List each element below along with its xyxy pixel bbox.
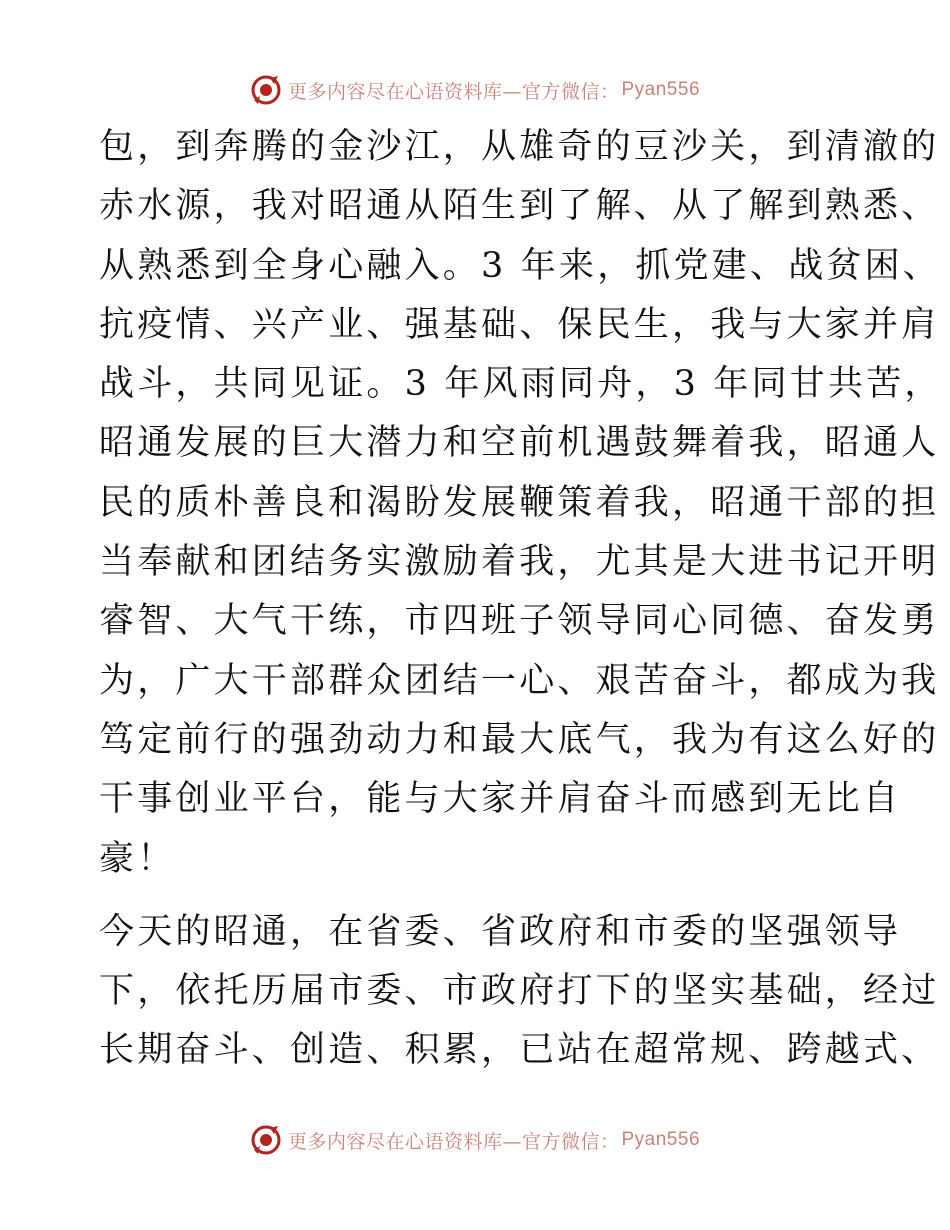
text-line: 从熟悉到全身心融入。3 年来，抓党建、战贫困、 <box>99 245 941 286</box>
footer-banner-wechat: Pyan556 <box>621 1129 701 1150</box>
text-line: 当奉献和团结务实激励着我，尤其是大进书记开明 <box>99 542 940 583</box>
paragraph-1 <box>99 118 943 889</box>
text-line: 下，依托历届市委、市政府打下的坚实基础，经过 <box>99 971 940 1012</box>
text-line: 昭通发展的巨大潜力和空前机遇鼓舞着我，昭通人 <box>99 423 940 464</box>
text-line: 赤水源，我对昭通从陌生到了解、从了解到熟悉、 <box>99 186 940 227</box>
document-body <box>99 118 943 1081</box>
text-line: 长期奋斗、创造、积累，已站在超常规、跨越式、 <box>99 1030 940 1071</box>
text-line: 今天的昭通，在省委、省政府和市委的坚强领导 <box>99 911 902 952</box>
text-line: 抗疫情、兴产业、强基础、保民生，我与大家并肩 <box>99 304 940 345</box>
header-banner-text: 更多内容尽在心语资料库—官方微信： <box>287 80 620 103</box>
text-line: 包，到奔腾的金沙江，从雄奇的豆沙关，到清澈的 <box>99 127 940 167</box>
text-line: 为，广大干部群众团结一心、艰苦奋斗，都成为我 <box>99 660 940 701</box>
brand-logo-icon <box>250 74 282 106</box>
header-banner <box>0 70 950 110</box>
footer-banner-text: 更多内容尽在心语资料库—官方微信： <box>287 1130 620 1153</box>
text-line: 豪！ <box>99 838 176 879</box>
text-line: 民的质朴善良和渴盼发展鞭策着我，昭通干部的担 <box>99 482 940 523</box>
text-line: 睿智、大气干练，市四班子领导同心同德、奋发勇 <box>99 601 940 642</box>
brand-logo-icon <box>250 1124 282 1156</box>
text-line: 干事创业平台，能与大家并肩奋斗而感到无比自 <box>99 779 902 820</box>
text-line: 笃定前行的强劲动力和最大底气，我为有这么好的 <box>99 719 940 760</box>
footer-banner <box>0 1120 950 1160</box>
text-line: 战斗，共同见证。3 年风雨同舟，3 年同甘共苦， <box>99 364 943 405</box>
paragraph-2 <box>99 903 940 1081</box>
header-banner-wechat: Pyan556 <box>621 79 701 100</box>
